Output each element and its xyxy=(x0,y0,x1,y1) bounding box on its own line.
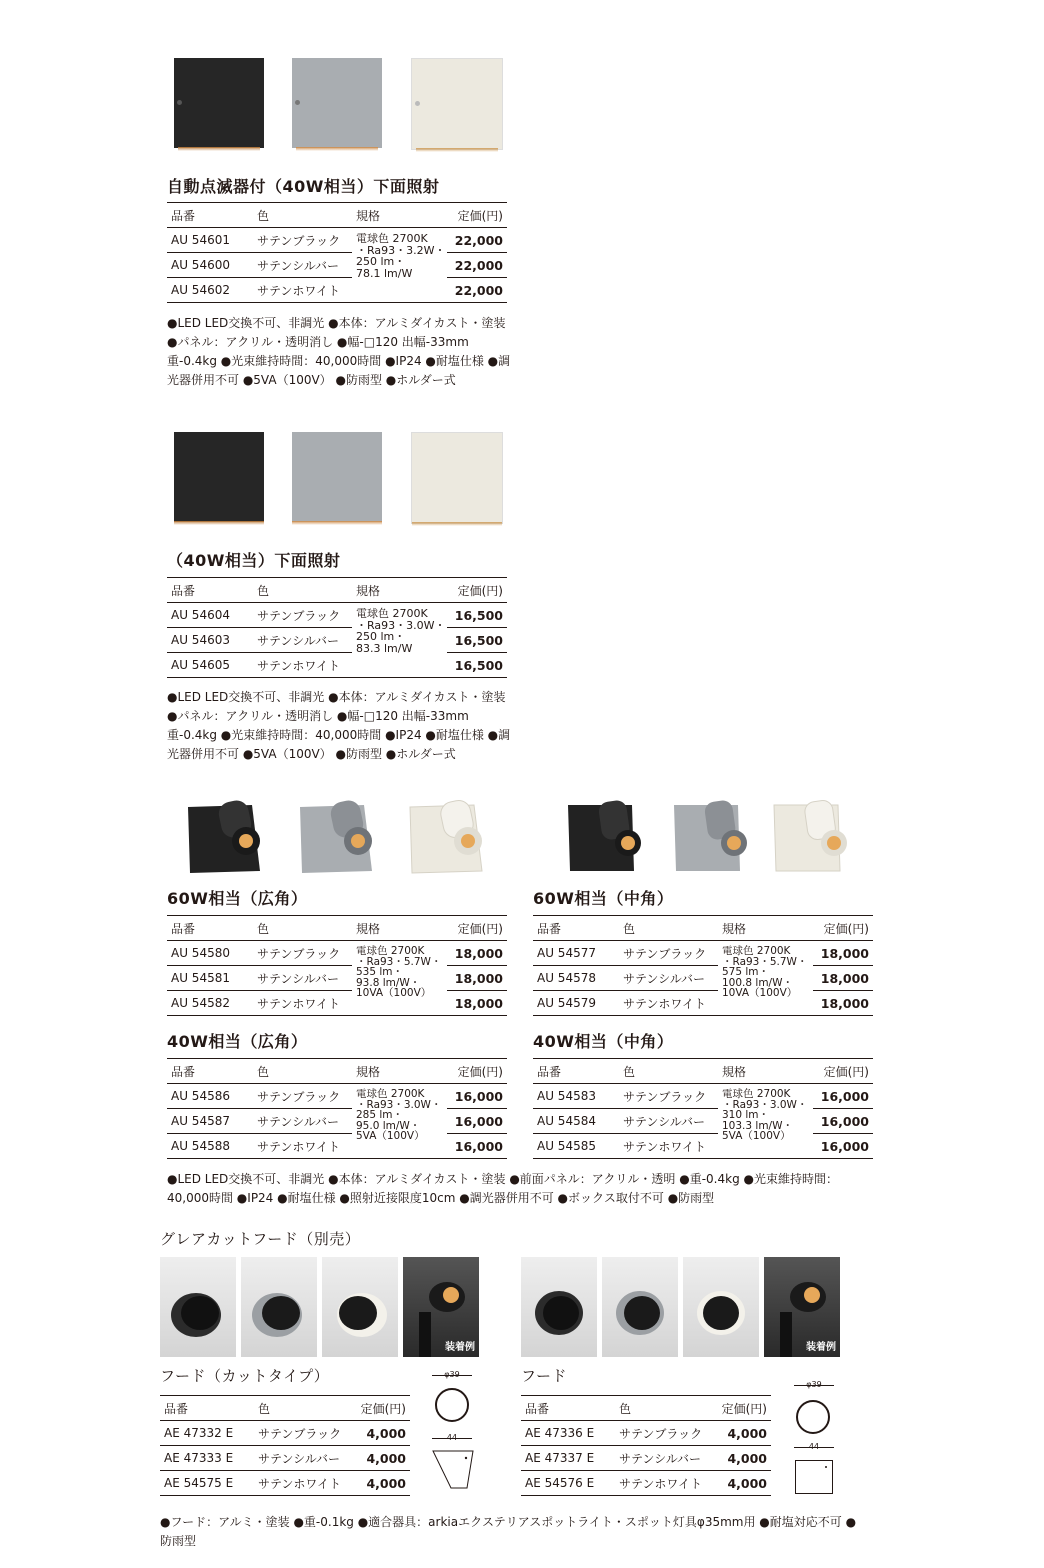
product-price: 16,000 xyxy=(813,1084,873,1109)
spec-table xyxy=(533,915,873,1016)
col-price: 定価(円) xyxy=(447,1059,507,1084)
col-code: 品番 xyxy=(167,1059,253,1084)
col-color: 色 xyxy=(253,916,352,941)
col-spec: 規格 xyxy=(718,1059,813,1084)
table-header xyxy=(167,1059,507,1084)
dimension-diameter: φ39 xyxy=(806,1380,822,1389)
product-spec: 電球色 2700K ・Ra93・3.0W・ 250 lm・ 83.3 lm/W xyxy=(352,603,447,678)
product-color: サテンホワイト xyxy=(615,1471,711,1496)
product-color: サテンホワイト xyxy=(253,1134,352,1159)
col-price: 定価(円) xyxy=(711,1396,771,1421)
product-image-silver xyxy=(292,58,382,148)
product-price: 4,000 xyxy=(350,1421,410,1446)
col-code: 品番 xyxy=(533,916,619,941)
dimension-length: 44 xyxy=(446,1433,458,1442)
col-color: 色 xyxy=(253,1059,352,1084)
product-code: AU 54588 xyxy=(167,1134,253,1159)
hood-mounted-example xyxy=(403,1257,479,1357)
product-color: サテンブラック xyxy=(615,1421,711,1446)
section-title: （40W相当）下面照射 xyxy=(167,551,341,570)
col-price: 定価(円) xyxy=(350,1396,410,1421)
table-header xyxy=(521,1396,771,1421)
table-row xyxy=(533,1084,873,1109)
product-color: サテンブラック xyxy=(254,1421,350,1446)
product-price: 16,000 xyxy=(447,1134,507,1159)
spotlight-black xyxy=(188,798,260,873)
product-code: AU 54603 xyxy=(167,628,253,653)
table-row xyxy=(167,628,507,653)
hood-image-silver xyxy=(241,1257,317,1357)
table-row xyxy=(167,653,507,678)
col-color: 色 xyxy=(253,578,352,603)
hood-image-black xyxy=(521,1257,597,1357)
mount-example-tag: 装着例 xyxy=(445,1342,475,1353)
table-row xyxy=(167,1109,507,1134)
product-image-black xyxy=(174,58,264,148)
product-color: サテンブラック xyxy=(253,941,352,966)
product-price: 4,000 xyxy=(711,1421,771,1446)
product-price: 22,000 xyxy=(447,253,507,278)
hood-table xyxy=(521,1395,771,1496)
spec-notes: ●LED LED交換不可、非調光 ●本体：アルミダイカスト・塗装 ●パネル：アクリル・透明消し ●幅-□120 出幅-33mm 重-0.4kg ●光束維持時間：40,000時間 ●IP24 ●耐塩仕様 ●調光器併用不可 ●5VA（100V） ●防雨型 ●ホルダー式 xyxy=(167,690,511,761)
col-color: 色 xyxy=(619,1059,718,1084)
hood-table xyxy=(160,1395,410,1496)
product-code: AE 54575 E xyxy=(160,1471,254,1496)
product-spec: 電球色 2700K ・Ra93・3.0W・ 285 lm・ 95.0 lm/W・ 5VA（100V） xyxy=(352,1084,447,1159)
col-color: 色 xyxy=(253,203,352,228)
col-code: 品番 xyxy=(167,916,253,941)
section-title: 60W相当（広角） xyxy=(167,889,308,908)
product-code: AU 54600 xyxy=(167,253,253,278)
col-price: 定価(円) xyxy=(813,916,873,941)
product-price: 16,000 xyxy=(813,1109,873,1134)
product-color: サテンブラック xyxy=(253,603,352,628)
col-code: 品番 xyxy=(533,1059,619,1084)
spotlight-images-left xyxy=(180,795,500,880)
col-spec: 規格 xyxy=(352,578,447,603)
section-title: 40W相当（広角） xyxy=(167,1032,308,1051)
product-color: サテンホワイト xyxy=(254,1471,350,1496)
product-color: サテンシルバー xyxy=(619,1109,718,1134)
product-color: サテンシルバー xyxy=(253,966,352,991)
product-color: サテンブラック xyxy=(253,228,352,253)
col-code: 品番 xyxy=(521,1396,615,1421)
product-color: サテンブラック xyxy=(619,941,718,966)
spec-table xyxy=(533,1058,873,1159)
product-code: AU 54580 xyxy=(167,941,253,966)
spotlight-images-right xyxy=(558,795,878,880)
table-row xyxy=(167,941,507,966)
product-price: 22,000 xyxy=(447,228,507,253)
col-color: 色 xyxy=(619,916,718,941)
product-price: 16,500 xyxy=(447,603,507,628)
product-code: AE 47336 E xyxy=(521,1421,615,1446)
product-price: 16,500 xyxy=(447,653,507,678)
product-price: 4,000 xyxy=(350,1446,410,1471)
product-color: サテンシルバー xyxy=(253,628,352,653)
section-title: フード xyxy=(521,1367,568,1385)
table-header xyxy=(167,916,507,941)
table-header xyxy=(160,1396,410,1421)
spotlight-silver xyxy=(674,799,747,871)
product-code: AE 47337 E xyxy=(521,1446,615,1471)
spotlight-white xyxy=(774,799,847,871)
product-code: AU 54585 xyxy=(533,1134,619,1159)
table-row xyxy=(167,991,507,1016)
product-image-white xyxy=(411,58,503,150)
col-spec: 規格 xyxy=(352,916,447,941)
section-title: 40W相当（中角） xyxy=(533,1032,674,1051)
product-color: サテンシルバー xyxy=(619,966,718,991)
product-price: 18,000 xyxy=(813,941,873,966)
product-price: 4,000 xyxy=(350,1471,410,1496)
col-price: 定価(円) xyxy=(447,578,507,603)
product-color: サテンブラック xyxy=(253,1084,352,1109)
hood-image-white xyxy=(683,1257,759,1357)
table-header xyxy=(167,203,507,228)
product-price: 22,000 xyxy=(447,278,507,303)
product-spec: 電球色 2700K ・Ra93・5.7W・ 575 lm・ 100.8 lm/W・ 10VA（100V） xyxy=(718,941,813,1016)
table-row xyxy=(160,1446,410,1471)
dimension-diameter: φ39 xyxy=(444,1370,460,1379)
product-price: 18,000 xyxy=(447,941,507,966)
product-color: サテンホワイト xyxy=(619,1134,718,1159)
col-color: 色 xyxy=(254,1396,350,1421)
product-spec: 電球色 2700K ・Ra93・3.0W・ 310 lm・ 103.3 lm/W・ 5VA（100V） xyxy=(718,1084,813,1159)
col-price: 定価(円) xyxy=(447,203,507,228)
hood-notes: ●フード：アルミ・塗装 ●重-0.1kg ●適合器具：arkiaエクステリアスポットライト・スポット灯具φ35mm用 ●耐塩対応不可 ●防雨型 xyxy=(160,1515,857,1548)
product-price: 18,000 xyxy=(447,991,507,1016)
product-code: AU 54604 xyxy=(167,603,253,628)
product-price: 16,000 xyxy=(447,1109,507,1134)
spec-table xyxy=(167,915,507,1016)
product-color: サテンホワイト xyxy=(253,653,352,678)
product-code: AE 54576 E xyxy=(521,1471,615,1496)
hood-image-black xyxy=(160,1257,236,1357)
product-color: サテンホワイト xyxy=(619,991,718,1016)
hood-dimension-drawing xyxy=(792,1380,842,1500)
table-row xyxy=(521,1421,771,1446)
spotlight-white xyxy=(410,798,482,873)
product-code: AU 54577 xyxy=(533,941,619,966)
product-price: 4,000 xyxy=(711,1446,771,1471)
spec-notes: ●LED LED交換不可、非調光 ●本体：アルミダイカスト・塗装 ●パネル：アクリル・透明消し ●幅-□120 出幅-33mm 重-0.4kg ●光束維持時間：40,000時間 ●IP24 ●耐塩仕様 ●調光器併用不可 ●5VA（100V） ●防雨型 ●ホルダー式 xyxy=(167,316,511,387)
table-row xyxy=(167,603,507,628)
col-code: 品番 xyxy=(167,203,253,228)
table-row xyxy=(167,1134,507,1159)
table-row xyxy=(533,1109,873,1134)
section-title: 自動点滅器付（40W相当）下面照射 xyxy=(167,177,440,196)
product-code: AU 54602 xyxy=(167,278,253,303)
table-row xyxy=(533,991,873,1016)
hood-mounted-example xyxy=(764,1257,840,1357)
spec-table xyxy=(167,577,507,678)
product-image-silver xyxy=(292,432,382,522)
col-code: 品番 xyxy=(167,578,253,603)
spotlight-black xyxy=(568,799,641,871)
table-row xyxy=(167,278,507,303)
product-code: AE 47333 E xyxy=(160,1446,254,1471)
col-spec: 規格 xyxy=(352,1059,447,1084)
product-code: AU 54581 xyxy=(167,966,253,991)
table-row xyxy=(167,1084,507,1109)
col-code: 品番 xyxy=(160,1396,254,1421)
col-color: 色 xyxy=(615,1396,711,1421)
table-row xyxy=(521,1471,771,1496)
table-row xyxy=(533,966,873,991)
spec-table xyxy=(167,1058,507,1159)
table-row xyxy=(160,1421,410,1446)
col-spec: 規格 xyxy=(352,203,447,228)
col-spec: 規格 xyxy=(718,916,813,941)
section-title: グレアカットフード（別売） xyxy=(160,1230,361,1248)
mount-example-tag: 装着例 xyxy=(806,1342,836,1353)
product-price: 16,000 xyxy=(447,1084,507,1109)
product-color: サテンブラック xyxy=(619,1084,718,1109)
product-code: AU 54587 xyxy=(167,1109,253,1134)
product-code: AE 47332 E xyxy=(160,1421,254,1446)
section-title: フード（カットタイプ） xyxy=(160,1367,330,1385)
product-price: 16,000 xyxy=(813,1134,873,1159)
product-code: AU 54584 xyxy=(533,1109,619,1134)
table-row xyxy=(521,1446,771,1471)
product-code: AU 54579 xyxy=(533,991,619,1016)
product-price: 18,000 xyxy=(813,991,873,1016)
hood-dimension-drawing xyxy=(430,1370,480,1500)
table-row xyxy=(167,253,507,278)
product-color: サテンシルバー xyxy=(254,1446,350,1471)
table-row xyxy=(533,941,873,966)
product-price: 4,000 xyxy=(711,1471,771,1496)
section-title: 60W相当（中角） xyxy=(533,889,674,908)
table-header xyxy=(533,1059,873,1084)
product-price: 16,500 xyxy=(447,628,507,653)
spec-table xyxy=(167,202,507,303)
table-row xyxy=(160,1471,410,1496)
product-price: 18,000 xyxy=(447,966,507,991)
table-header xyxy=(167,578,507,603)
product-spec: 電球色 2700K ・Ra93・3.2W・ 250 lm・ 78.1 lm/W xyxy=(352,228,447,303)
table-row xyxy=(167,966,507,991)
product-color: サテンシルバー xyxy=(615,1446,711,1471)
hood-image-white xyxy=(322,1257,398,1357)
spotlight-silver xyxy=(300,798,372,873)
product-price: 18,000 xyxy=(813,966,873,991)
product-code: AU 54578 xyxy=(533,966,619,991)
product-code: AU 54582 xyxy=(167,991,253,1016)
col-price: 定価(円) xyxy=(447,916,507,941)
product-code: AU 54601 xyxy=(167,228,253,253)
product-code: AU 54605 xyxy=(167,653,253,678)
product-code: AU 54586 xyxy=(167,1084,253,1109)
spec-notes: ●LED LED交換不可、非調光 ●本体：アルミダイカスト・塗装 ●前面パネル：アクリル・透明 ●重-0.4kg ●光束維持時間：40,000時間 ●IP24 ●耐塩仕様 ●照射近接限度10cm ●調光器併用不可 ●ボックス取付不可 ●防雨型 xyxy=(167,1172,838,1205)
table-row xyxy=(533,1134,873,1159)
product-color: サテンシルバー xyxy=(253,1109,352,1134)
product-image-white xyxy=(411,432,503,524)
table-header xyxy=(533,916,873,941)
product-color: サテンホワイト xyxy=(253,991,352,1016)
product-color: サテンシルバー xyxy=(253,253,352,278)
product-image-black xyxy=(174,432,264,522)
table-row xyxy=(167,228,507,253)
product-spec: 電球色 2700K ・Ra93・5.7W・ 535 lm・ 93.8 lm/W・ 10VA（100V） xyxy=(352,941,447,1016)
dimension-length: 44 xyxy=(808,1442,820,1451)
product-code: AU 54583 xyxy=(533,1084,619,1109)
product-color: サテンホワイト xyxy=(253,278,352,303)
col-price: 定価(円) xyxy=(813,1059,873,1084)
hood-image-silver xyxy=(602,1257,678,1357)
